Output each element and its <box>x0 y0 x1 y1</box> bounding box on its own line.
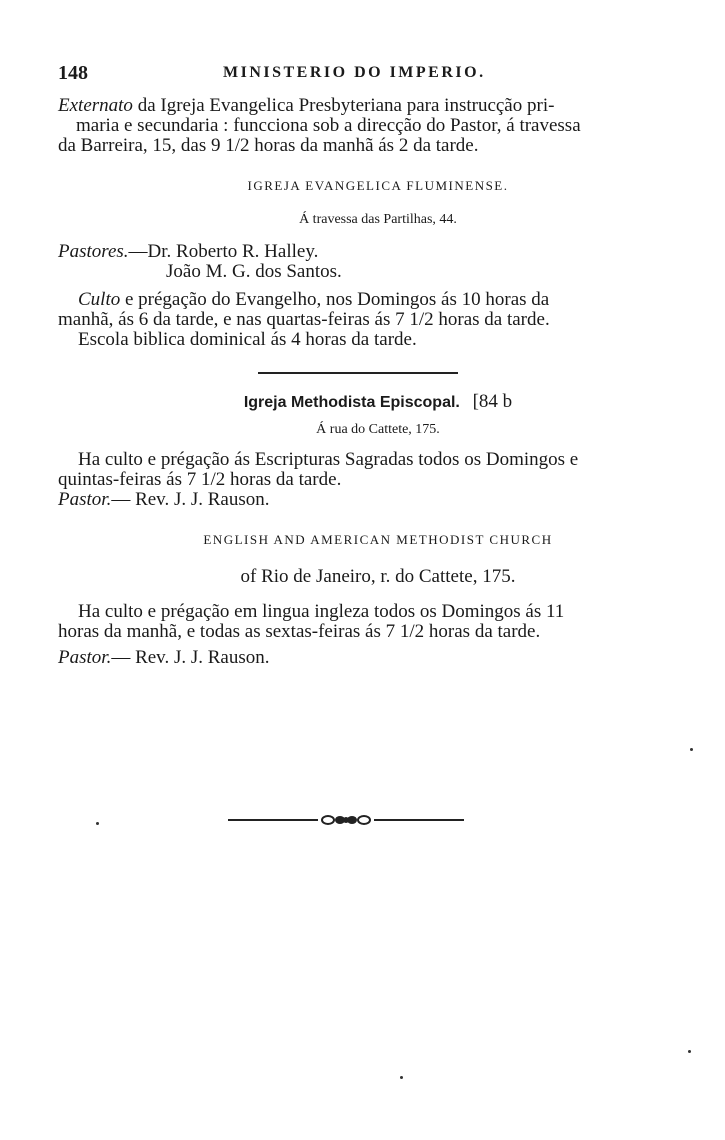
pastor-1: —Dr. Roberto R. Halley. <box>128 241 319 262</box>
methodista-pastor: — Rev. J. J. Rauson. <box>111 489 270 510</box>
english-title: ENGLISH AND AMERICAN METHODIST CHURCH <box>203 532 553 547</box>
fluminense-pastors <box>58 242 698 282</box>
english-pastor-label: Pastor. <box>58 647 112 668</box>
speck <box>400 1076 403 1079</box>
methodista-title-row <box>58 392 698 413</box>
externato-lead: Externato <box>58 95 133 116</box>
fluminense-title: IGREJA EVANGELICA FLUMINENSE. <box>247 178 509 193</box>
speck <box>688 1050 691 1053</box>
methodista-ref: [84 b <box>472 391 513 412</box>
culto-line-1: e prégação do Evangelho, nos Domingos ás 10 horas da <box>120 289 550 310</box>
methodista-line-1: Ha culto e prégação ás Escripturas Sagradas todos os Domingos e <box>78 449 579 470</box>
page-number: 148 <box>58 62 88 84</box>
externato-line-1: da Igreja Evangelica Presbyteriana para instrucção pri- <box>132 95 555 116</box>
externato-line-3: da Barreira, 15, das 9 1/2 horas da manhã ás 2 da tarde. <box>58 135 479 156</box>
methodista-title: Igreja Methodista Episcopal. <box>243 394 460 411</box>
fluminense-culto <box>58 290 698 350</box>
culto-lead: Culto <box>78 289 121 310</box>
running-title: MINISTERIO DO IMPERIO. <box>223 64 486 81</box>
section-divider <box>258 372 458 374</box>
methodista-address: Á rua do Cattete, 175. <box>316 422 440 437</box>
english-line-2: horas da manhã, e todas as sextas-feiras ás 7 1/2 horas da tarde. <box>58 621 541 642</box>
english-paragraph <box>58 602 698 668</box>
externato-paragraph <box>58 96 698 156</box>
english-subtitle: of Rio de Janeiro, r. do Cattete, 175. <box>240 566 516 587</box>
externato-line-2: maria e secundaria : funcciona sob a direcção do Pastor, á travessa <box>76 115 581 136</box>
culto-line-2: manhã, ás 6 da tarde, e nas quartas-feiras ás 7 1/2 horas da tarde. <box>58 309 550 330</box>
methodista-paragraph <box>58 450 698 510</box>
pastor-2: João M. G. dos Santos. <box>166 261 342 282</box>
escola-line: Escola biblica dominical ás 4 horas da tarde. <box>78 329 417 350</box>
pastors-label: Pastores. <box>58 241 129 262</box>
english-line-1: Ha culto e prégação em lingua ingleza todos os Domingos ás 11 <box>78 601 565 622</box>
page-header <box>58 62 695 86</box>
speck <box>690 748 693 751</box>
methodista-pastor-label: Pastor. <box>58 489 112 510</box>
methodista-line-2: quintas-feiras ás 7 1/2 horas da tarde. <box>58 469 342 490</box>
speck <box>96 822 99 825</box>
end-ornament <box>228 814 464 826</box>
english-pastor: — Rev. J. J. Rauson. <box>111 647 270 668</box>
fluminense-address: Á travessa das Partilhas, 44. <box>299 212 457 227</box>
